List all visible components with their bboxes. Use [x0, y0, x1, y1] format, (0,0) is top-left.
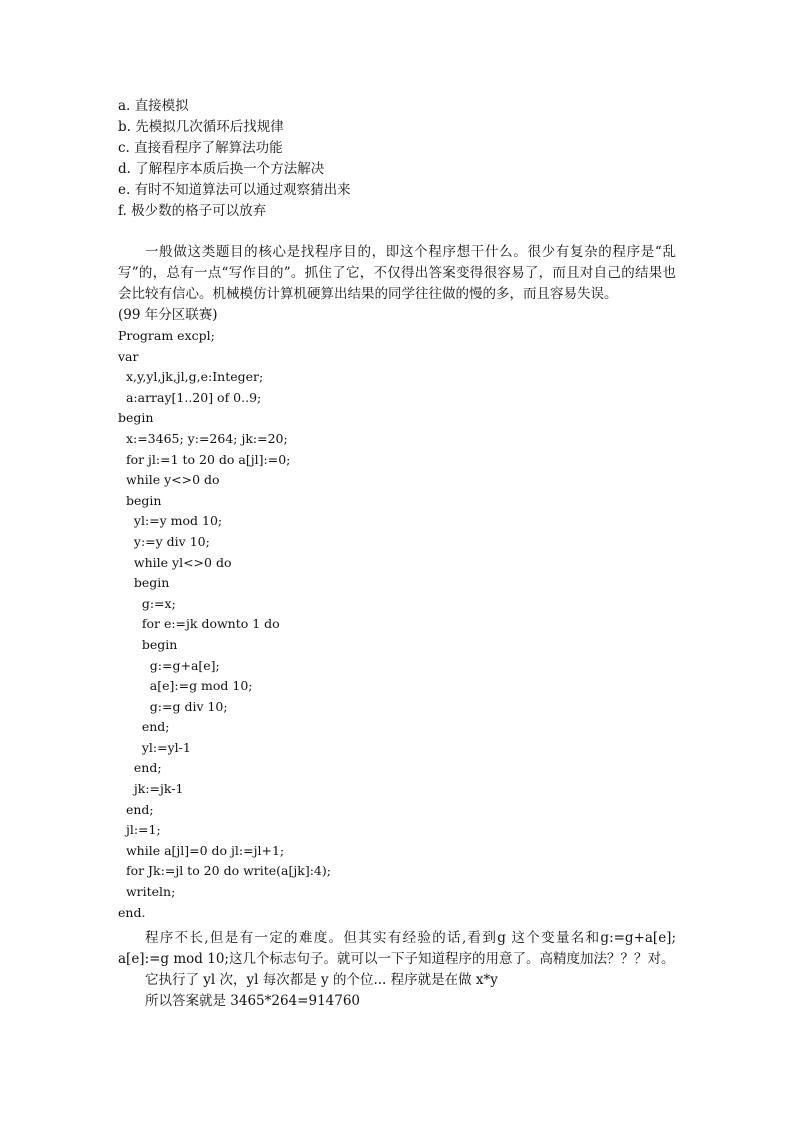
code-line: var — [118, 348, 139, 364]
intro-paragraph: 一般做这类题目的核心是找程序目的，即这个程序想干什么。很少有复杂的程序是“乱写”的，总有一点“写作目的”。抓住了它，不仅得出答案变得很容易了，而且对自己的结果也会比较有信心。机械模仿计算机硬算出结果的同学往往做的慢的多，而且容易失误。 — [118, 244, 676, 302]
code-line: jk:=jk-1 — [118, 781, 184, 797]
list-item: f. 极少数的格子可以放弃 — [118, 203, 267, 219]
source-note: (99 年分区联赛) — [118, 307, 218, 323]
code-line: Program excpl; — [118, 328, 215, 343]
list-item: b. 先模拟几次循环后找规律 — [118, 119, 284, 135]
code-line: end; — [118, 719, 170, 735]
code-line: g:=g div 10; — [118, 698, 228, 714]
code-line: yl:=y mod 10; — [118, 513, 223, 529]
code-line: g:=x; — [118, 595, 176, 611]
code-line: g:=g+a[e]; — [118, 657, 220, 673]
code-line: while yl<>0 do — [118, 554, 232, 570]
list-item: e. 有时不知道算法可以通过观察猜出来 — [118, 182, 351, 198]
code-line: while y<>0 do — [118, 472, 220, 488]
code-line: a[e]:=g mod 10; — [118, 678, 253, 694]
code-block — [118, 326, 331, 923]
code-line: x:=3465; y:=264; jk:=20; — [118, 430, 288, 446]
code-line: while a[jl]=0 do jl:=jl+1; — [118, 842, 285, 858]
code-line: begin — [118, 492, 162, 508]
code-line: writeln; — [118, 884, 176, 900]
code-line: end. — [118, 904, 146, 920]
code-line: begin — [118, 575, 170, 591]
code-line: for e:=jk downto 1 do — [118, 616, 280, 632]
analysis-paragraph: 程序不长,但是有一定的难度。但其实有经验的话,看到g 这个变量名和g:=g+a[e]; a[e]:=g mod 10;这几个标志句子。就可以一下子知道程序的用意了。高精度加法？？？对。 — [118, 930, 676, 967]
method-list — [118, 96, 351, 222]
code-line: end; — [118, 760, 162, 776]
list-item: a. 直接模拟 — [118, 98, 189, 114]
list-item: c. 直接看程序了解算法功能 — [118, 140, 283, 156]
code-line: begin — [118, 410, 154, 426]
code-line: for jl:=1 to 20 do a[jl]:=0; — [118, 451, 291, 467]
code-line: x,y,yl,jk,jl,g,e:Integer; — [118, 369, 264, 385]
code-line: a:array[1..20] of 0..9; — [118, 389, 262, 405]
list-item: d. 了解程序本质后换一个方法解决 — [118, 161, 325, 177]
code-line: y:=y div 10; — [118, 533, 210, 549]
code-line: jl:=1; — [118, 822, 161, 838]
code-line: begin — [118, 636, 178, 652]
answer-line: 所以答案就是 3465*264=914760 — [145, 993, 361, 1009]
code-line: end; — [118, 801, 154, 817]
code-line: for Jk:=jl to 20 do write(a[jk]:4); — [118, 863, 331, 879]
analysis-line: 它执行了 yl 次，yl 每次都是 y 的个位... 程序就是在做 x*y — [145, 972, 498, 988]
code-line: yl:=yl-1 — [118, 739, 191, 755]
